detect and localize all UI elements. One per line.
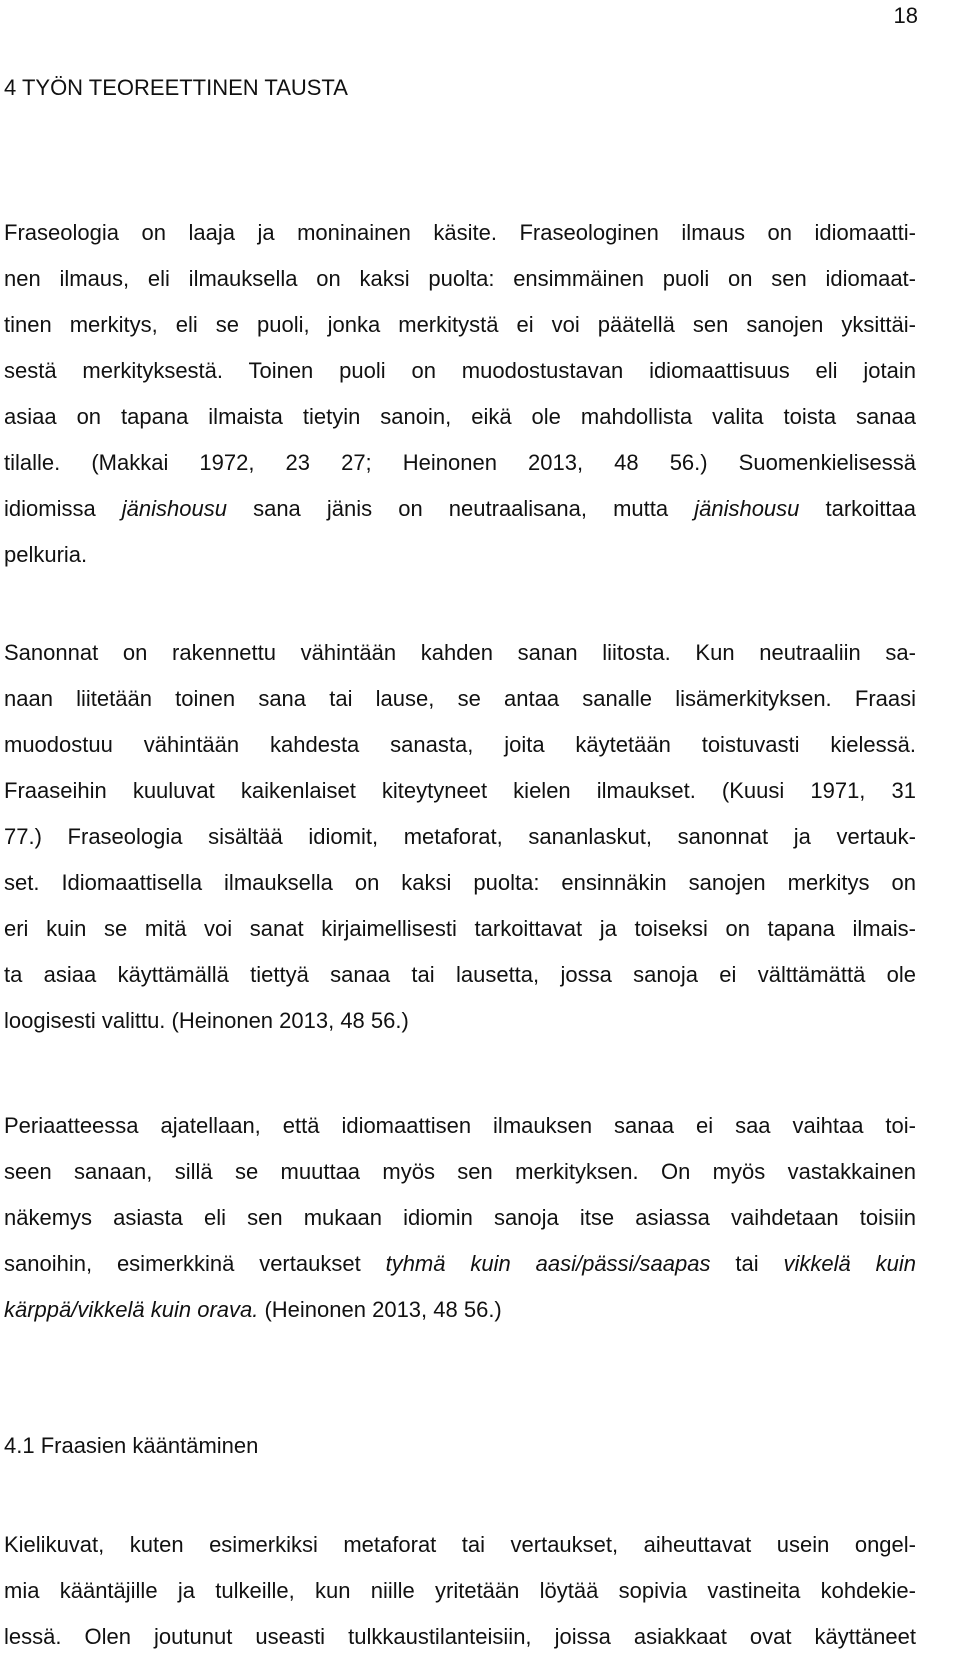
text-line: tilalle. (Makkai 1972, 23 27; Heinonen 2013, 48 56.) Suomenkielisessä [4, 450, 916, 475]
text-line: mia kääntäjille ja tulkeille, kun niille yritetään löytää sopivia vastineita kohdekie- [4, 1578, 916, 1603]
text-line: seen sanaan, sillä se muuttaa myös sen merkityksen. On myös vastakkainen [4, 1159, 916, 1184]
text-line: ta asiaa käyttämällä tiettyä sanaa tai lausetta, jossa sanoja ei välttämättä ole [4, 962, 916, 987]
text-run: idiomissa [4, 496, 122, 521]
text-line: näkemys asiasta eli sen mukaan idiomin sanoja itse asiassa vaihdetaan toisiin [4, 1205, 916, 1230]
paragraph-kielikuvat [4, 1522, 916, 1660]
text-line: Periaatteessa ajatellaan, että idiomaattisen ilmauksen sanaa ei saa vaihtaa toi- [4, 1113, 916, 1138]
text-line: nen ilmaus, eli ilmauksella on kaksi puolta: ensimmäinen puoli on sen idiomaat- [4, 266, 916, 291]
italic-term: vikkelä kuin [783, 1251, 917, 1276]
text-run: tai [710, 1251, 784, 1276]
text-line: eri kuin se mitä voi sanat kirjaimellisesti tarkoittavat ja toiseksi on tapana ilmais- [4, 916, 916, 941]
text-run: (Heinonen 2013, 48 56.) [258, 1297, 502, 1322]
chapter-title: 4 TYÖN TEOREETTINEN TAUSTA [4, 75, 348, 100]
text-line [4, 1241, 916, 1287]
italic-term: tyhmä kuin aasi/pässi/saapas [385, 1251, 711, 1276]
text-line [4, 1287, 916, 1333]
text-line: 77.) Fraseologia sisältää idiomit, metaforat, sananlaskut, sanonnat ja vertauk- [4, 824, 916, 849]
italic-term: jänishousu [694, 496, 800, 521]
section-title: 4.1 Fraasien kääntäminen [4, 1433, 259, 1458]
text-line: Fraaseihin kuuluvat kaikenlaiset kiteytyneet kielen ilmaukset. (Kuusi 1971, 31 [4, 778, 916, 803]
paragraph-periaatteessa [4, 1103, 916, 1333]
text-line: sestä merkityksestä. Toinen puoli on muodostustavan idiomaattisuus eli jotain [4, 358, 916, 383]
paragraph-fraseologia [4, 210, 916, 578]
text-run: tarkoittaa [799, 496, 916, 521]
text-line: Fraseologia on laaja ja moninainen käsite. Fraseologinen ilmaus on idiomaatti- [4, 220, 916, 245]
text-line: tinen merkitys, eli se puoli, jonka merkitystä ei voi päätellä sen sanojen yksittäi- [4, 312, 916, 337]
page-number: 18 [893, 3, 918, 28]
text-line: set. Idiomaattisella ilmauksella on kaksi puolta: ensinnäkin sanojen merkitys on [4, 870, 916, 895]
text-line [4, 486, 916, 532]
text-run: sanoihin, esimerkkinä vertaukset [4, 1251, 386, 1276]
text-line: naan liitetään toinen sana tai lause, se antaa sanalle lisämerkityksen. Fraasi [4, 686, 916, 711]
text-run: sana jänis on neutraalisana, mutta [226, 496, 695, 521]
text-line: pelkuria. [4, 542, 88, 567]
italic-term: kärppä/vikkelä kuin orava. [4, 1297, 259, 1322]
paragraph-sanonnat [4, 630, 916, 1044]
text-line: asiaa on tapana ilmaista tietyin sanoin, eikä ole mahdollista valita toista sanaa [4, 404, 916, 429]
text-line: Sanonnat on rakennettu vähintään kahden sanan liitosta. Kun neutraaliin sa- [4, 640, 916, 665]
text-line: loogisesti valittu. (Heinonen 2013, 48 56.) [4, 1008, 409, 1033]
text-line: lessä. Olen joutunut useasti tulkkaustilanteisiin, joissa asiakkaat ovat käyttäneet [4, 1624, 916, 1649]
text-line: Kielikuvat, kuten esimerkiksi metaforat tai vertaukset, aiheuttavat usein ongel- [4, 1532, 916, 1557]
text-line: muodostuu vähintään kahdesta sanasta, joita käytetään toistuvasti kielessä. [4, 732, 916, 757]
italic-term: jänishousu [121, 496, 227, 521]
